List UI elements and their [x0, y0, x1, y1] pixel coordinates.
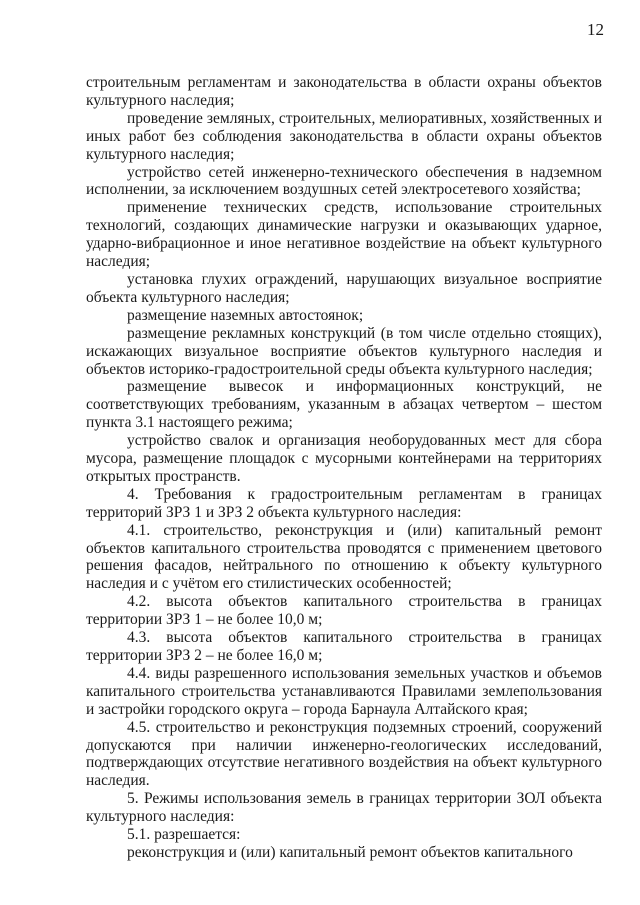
paragraph: установка глухих ограждений, нарушающих визуальное восприятие объекта культурного наследия; — [86, 270, 602, 306]
document-body — [86, 74, 602, 862]
paragraph: 4.4. виды разрешенного использования земельных участков и объемов капитального строительства устанавливаются Правилами землепользования и застройки городского округа – города Барнаула Алтайского края; — [86, 664, 602, 718]
paragraph: размещение вывесок и информационных конструкций, не соответствующих требованиям, указанным в абзацах четвертом – шестом пункта 3.1 настоящего режима; — [86, 378, 602, 432]
page-number: 12 — [587, 20, 604, 39]
paragraph: строительным регламентам и законодательства в области охраны объектов культурного наследия; — [86, 74, 602, 109]
paragraph: 5.1. разрешается: — [127, 826, 241, 844]
paragraph: устройство сетей инженерно-технического обеспечения в надземном исполнении, за исключением воздушных сетей электросетевого хозяйства; — [86, 163, 602, 199]
paragraph: 4.3. высота объектов капитального строительства в границах территории ЗРЗ 2 – не более 16,0 м; — [86, 629, 602, 664]
paragraph: 4. Требования к градостроительным регламентам в границах территорий ЗРЗ 1 и ЗРЗ 2 объекта культурного наследия: — [86, 485, 602, 521]
paragraph: устройство свалок и организация необорудованных мест для сбора мусора, размещение площадок с мусорными контейнерами на территориях открытых пространств. — [86, 432, 602, 485]
paragraph: реконструкция и (или) капитальный ремонт объектов капитального — [127, 843, 573, 861]
paragraph: применение технических средств, использование строительных технологий, создающих динамические нагрузки и оказывающих ударное, ударно-вибрационное и иное негативное воздействие на объект культурного наследия; — [86, 199, 602, 271]
paragraph: 4.1. строительство, реконструкция и (или) капитальный ремонт объектов капитального строительства проводятся с применением цветового решения фасадов, нейтрального по отношению к объекту культурного наследия и с учётом его стилистических особенностей; — [86, 521, 602, 593]
paragraph: 5. Режимы использования земель в границах территории ЗОЛ объекта культурного наследия: — [86, 790, 602, 826]
paragraph: размещение наземных автостоянок; — [127, 306, 364, 324]
paragraph: размещение рекламных конструкций (в том числе отдельно стоящих), искажающих визуальное восприятие объектов культурного наследия и объектов историко-градостроительной среды объекта культурного наследия; — [86, 324, 602, 378]
paragraph: 4.5. строительство и реконструкция подземных строений, сооружений допускаются при наличии инженерно-геологических исследований, подтверждающих отсутствие негативного воздействия на объект культурного наследия. — [86, 718, 602, 790]
paragraph: проведение земляных, строительных, мелиоративных, хозяйственных и иных работ без соблюдения законодательства в области охраны объектов культурного наследия; — [86, 109, 602, 163]
paragraph: 4.2. высота объектов капитального строительства в границах территории ЗРЗ 1 – не более 10,0 м; — [86, 593, 602, 629]
